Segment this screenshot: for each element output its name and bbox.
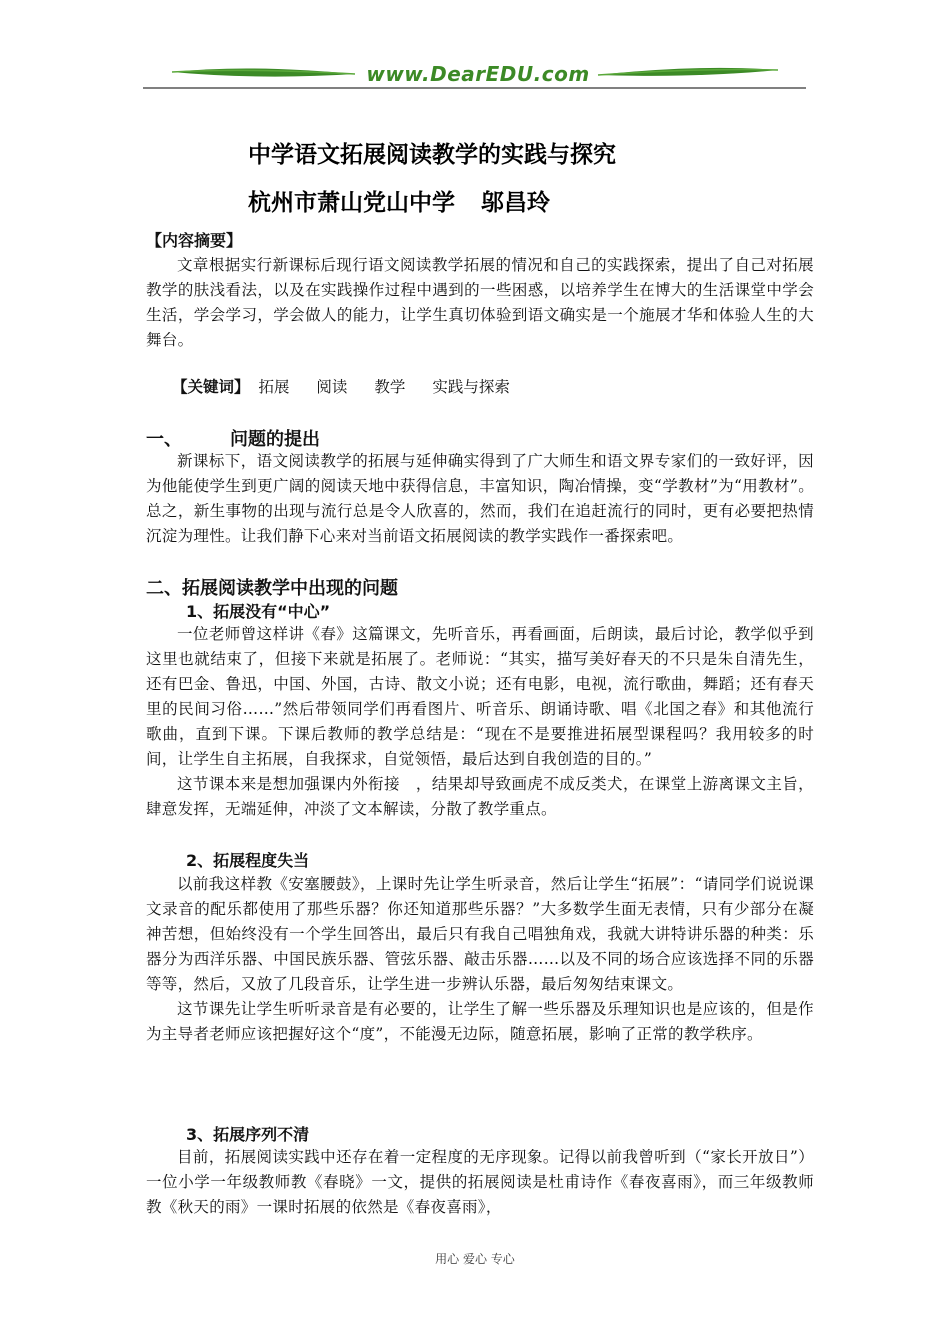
- keywords-line: [172, 375, 510, 397]
- keyword-item: 拓展: [258, 378, 290, 396]
- paragraph: 一位老师曾这样讲《春》这篇课文，先听音乐，再看画面，后朗读，最后讨论，教学似乎到这里也就结束了，但接下来就是拓展了。老师说：“其实，描写美好春天的不只是朱自清先生，还有巴金、鲁迅，中国、外国，古诗、散文小说；还有电影，电视，流行歌曲，舞蹈；还有春天里的民间习俗……”然后带领同学们再看图片、听音乐、朗诵诗歌、唱《北国之春》和其他流行歌曲，直到下课。下课后教师的教学总结是：“现在不是要推进拓展型课程吗？我用较多的时间，让学生自主拓展，自我探求，自觉领悟，最后达到自我创造的目的。”: [146, 625, 814, 768]
- author-name: 邬昌玲: [481, 190, 550, 216]
- keyword-item: 实践与探索: [432, 378, 510, 396]
- paragraph: 以前我这样教《安塞腰鼓》，上课时先让学生听录音，然后让学生“拓展”：“请同学们说说课文录音的配乐都使用了那些乐器？你还知道那些乐器？”大多数学生面无表情，只有少部分在凝神苦想，但始终没有一个学生回答出，最后只有我自己唱独角戏，我就大讲特讲乐器的种类：乐器分为西洋乐器、中国民族乐器、管弦乐器、敲击乐器……以及不同的场合应该选择不同的乐器等等，然后，又放了几段音乐，让学生进一步辨认乐器，最后匆匆结束课文。: [146, 875, 814, 993]
- section-1-heading: [146, 425, 320, 451]
- paragraph: 新课标下，语文阅读教学的拓展与延伸确实得到了广大师生和语文界专家们的一致好评，因为他能使学生到更广阔的阅读天地中获得信息，丰富知识，陶冶情操，变“学教材”为“用教材”。总之，新生事物的出现与流行总是令人欣喜的，然而，我们在追赶流行的同时，更有必要把热情沉淀为理性。让我们静下心来对当前语文拓展阅读的教学实践作一番探索吧。: [146, 452, 814, 545]
- article-title: 中学语文拓展阅读教学的实践与探究: [248, 142, 616, 168]
- author-line: [248, 184, 550, 217]
- abstract-label: 【内容摘要】: [146, 231, 243, 250]
- page-footer: 用心 爱心 专心: [435, 1252, 515, 1266]
- subsection-1-heading: 1、拓展没有“中心”: [186, 602, 331, 621]
- author-school: 杭州市萧山党山中学: [248, 190, 455, 216]
- paragraph: 这节课先让学生听听录音是有必要的，让学生了解一些乐器及乐理知识也是应该的，但是作为主导者老师应该把握好这个“度”，不能漫无边际，随意拓展，影响了正常的教学秩序。: [146, 1000, 814, 1043]
- abstract-section: [146, 228, 814, 353]
- keywords-label: 【关键词】: [172, 378, 250, 396]
- abstract-text: 文章根据实行新课标后现行语文阅读教学拓展的情况和自己的实践探索，提出了自己对拓展教学的肤浅看法，以及在实践操作过程中遇到的一些困惑，以培养学生在博大的生活课堂中学会生活，学会学习，学会做人的能力，让学生真切体验到语文确实是一个施展才华和体验人生的大舞台。: [146, 256, 814, 349]
- keyword-item: 阅读: [316, 378, 348, 396]
- subsection-2-heading: 2、拓展程度失当: [186, 851, 310, 870]
- subsection-3-body: [146, 1145, 814, 1220]
- section-1-number: 一、: [146, 429, 182, 450]
- paragraph: 目前，拓展阅读实践中还存在着一定程度的无序现象。记得以前我曾听到（“家长开放日”）一位小学一年级教师教《春晓》一文，提供的拓展阅读是杜甫诗作《春夜喜雨》，而三年级教师教《秋天的雨》一课时拓展的依然是《春夜喜雨》，: [146, 1148, 814, 1216]
- site-logo-text: www.DearEDU.com: [366, 62, 590, 86]
- paragraph: 这节课本来是想加强课内外衔接 ，结果却导致画虎不成反类犬，在课堂上游离课文主旨，肆意发挥，无端延伸，冲淡了文本解读，分散了教学重点。: [146, 775, 814, 818]
- subsection-2-body: [146, 872, 814, 1047]
- section-1-body: [146, 449, 814, 549]
- section-2-heading: 二、拓展阅读教学中出现的问题: [146, 578, 398, 599]
- page-header: [0, 0, 950, 100]
- subsection-1-body: [146, 622, 814, 822]
- section-1-title: 问题的提出: [230, 429, 320, 450]
- keyword-item: 教学: [374, 378, 406, 396]
- subsection-3-heading: 3、拓展序列不清: [186, 1125, 310, 1144]
